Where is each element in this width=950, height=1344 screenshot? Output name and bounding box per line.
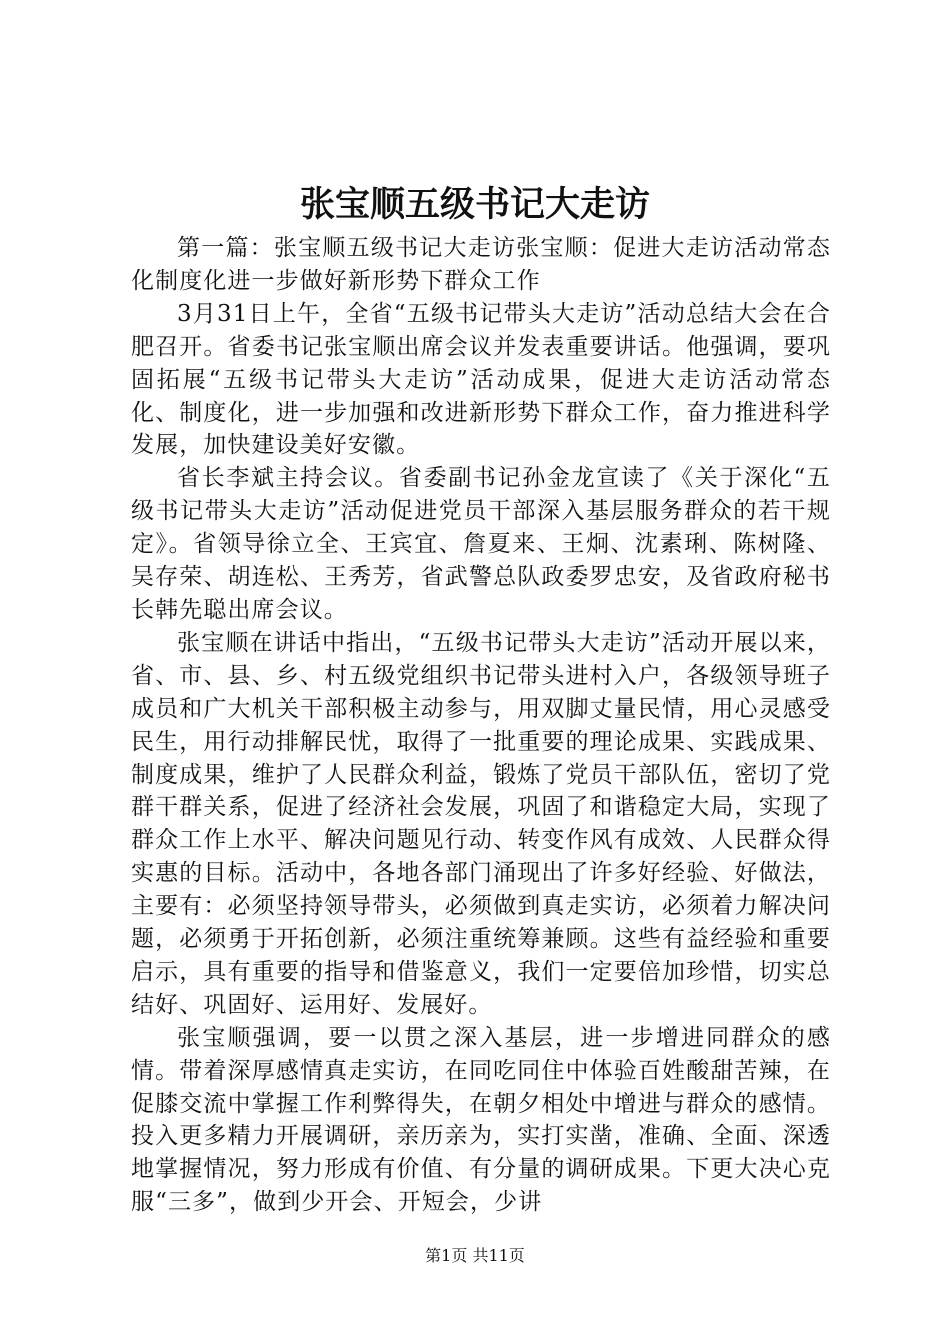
document-body [131,232,831,1219]
paragraph: 3月31日上午，全省“五级书记带头大走访”活动总结大会在合肥召开。省委书记张宝顺出席会议并发表重要讲话。他强调，要巩固拓展“五级书记带头大走访”活动成果，促进大走访活动常态化、制度化，进一步加强和改进新形势下群众工作，奋力推进科学发展，加快建设美好安徽。 [131,300,831,459]
document-title: 张宝顺五级书记大走访 [299,184,650,225]
paragraph: 张宝顺在讲话中指出，“五级书记带头大走访”活动开展以来，省、市、县、乡、村五级党组织书记带头进村入户，各级领导班子成员和广大机关干部积极主动参与，用双脚丈量民情，用心灵感受民生，用行动排解民忧，取得了一批重要的理论成果、实践成果、制度成果，维护了人民群众利益，锻炼了党员干部队伍，密切了党群干群关系，促进了经济社会发展，巩固了和谐稳定大局，实现了群众工作上水平、解决问题见行动、转变作风有成效、人民群众得实惠的目标。活动中，各地各部门涌现出了许多好经验、好做法，主要有：必须坚持领导带头，必须做到真走实访，必须着力解决问题，必须勇于开拓创新，必须注重统筹兼顾。这些有益经验和重要启示，具有重要的指导和借鉴意义，我们一定要倍加珍惜，切实总结好、巩固好、运用好、发展好。 [131,629,831,1018]
page-footer: 第1页 共11页 [425,1246,525,1265]
paragraph: 张宝顺强调，要一以贯之深入基层，进一步增进同群众的感情。带着深厚感情真走实访，在同吃同住中体验百姓酸甜苦辣，在促膝交流中掌握工作利弊得失，在朝夕相处中增进与群众的感情。投入更多精力开展调研，亲历亲为，实打实凿，准确、全面、深透地掌握情况，努力形成有价值、有分量的调研成果。下更大决心克服“三多”，做到少开会、开短会，少讲 [131,1024,831,1216]
paragraph: 省长李斌主持会议。省委副书记孙金龙宣读了《关于深化“五级书记带头大走访”活动促进党员干部深入基层服务群众的若干规定》。省领导徐立全、王宾宜、詹夏来、王炯、沈素琍、陈树隆、吴存荣、胡连松、王秀芳，省武警总队政委罗忠安，及省政府秘书长韩先聪出席会议。 [131,465,831,623]
paragraph: 第一篇：张宝顺五级书记大走访张宝顺：促进大走访活动常态化制度化进一步做好新形势下群众工作 [131,235,831,294]
